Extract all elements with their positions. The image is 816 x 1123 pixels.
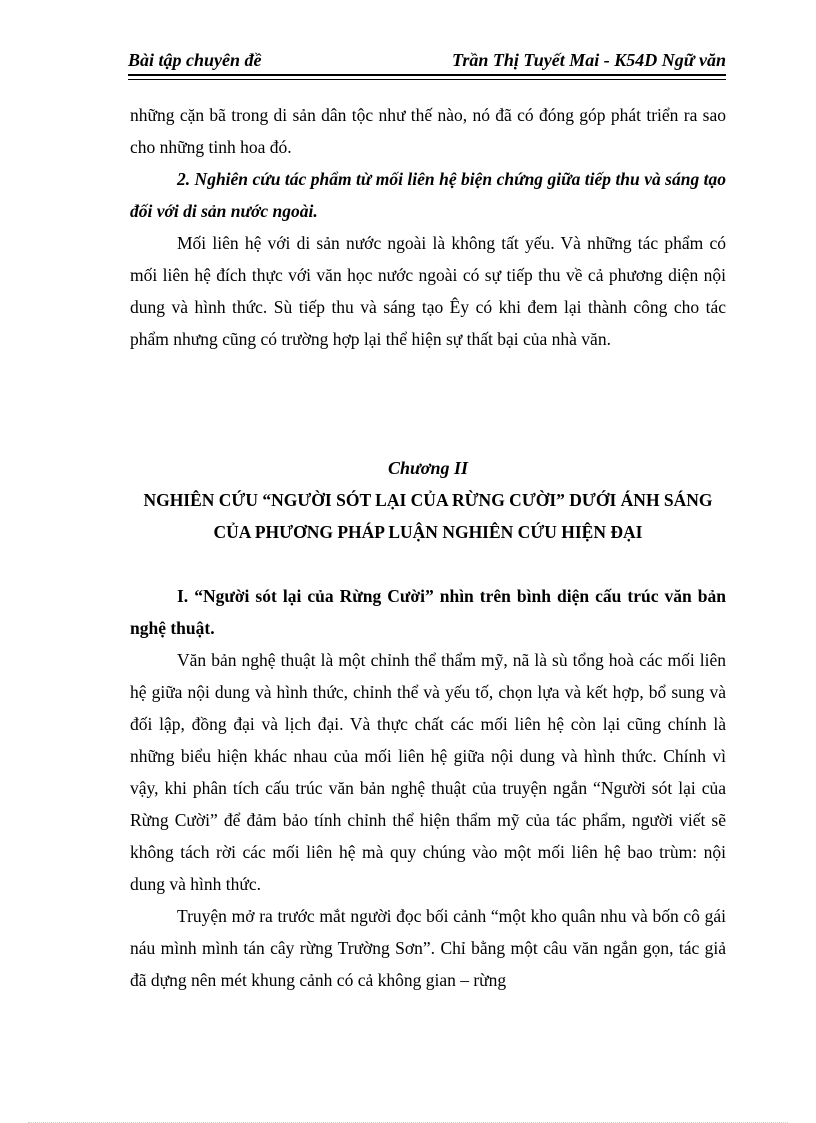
paragraph-text-structure: Văn bản nghệ thuật là một chỉnh thể thẩm mỹ, nã là sù tổng hoà các mối liên hệ giữa nội dung và hình thức, chỉnh thể và yếu tố, chọn lựa và kết hợp, bổ sung và đối lập, đồng đại và lịch đại. Và thực chất các mối liên hệ còn lại cũng chính là những biểu hiện khác nhau của mối liên hệ giữa nội dung và hình thức. Chính vì vậy, khi phân tích cấu trúc văn bản nghệ thuật của truyện ngắn “Người sót lại của Rừng Cười” để đảm bảo tính chỉnh thể hiện thẩm mỹ của tác phẩm, người viết sẽ không tách rời các mối liên hệ mà quy chúng vào một mối liên hệ bao trùm: nội dung và hình thức.: [130, 650, 726, 894]
page-header: [128, 48, 726, 76]
chapter-title: NGHIÊN CỨU “NGƯỜI SÓT LẠI CỦA RỪNG CƯỜI” DƯỚI ÁNH SÁNG CỦA PHƯƠNG PHÁP LUẬN NGHIÊN CỨU HIỆN ĐẠI: [143, 490, 713, 542]
header-course-title: Bài tập chuyên đề: [128, 50, 262, 70]
header-rule-thin: [128, 79, 726, 80]
paragraph-foreign-heritage: Mối liên hệ với di sản nước ngoài là không tất yếu. Và những tác phẩm có mối liên hệ đích thực với văn học nước ngoài có sự tiếp thu về cả phương diện nội dung và hình thức. Sù tiếp thu và sáng tạo Êy có khi đem lại thành công cho tác phẩm nhưng cũng có trường hợp lại thể hiện sự thất bại của nhà văn.: [130, 233, 726, 349]
header-rule-thick: [128, 74, 726, 76]
chapter-number: Chương II: [388, 458, 468, 478]
paragraph-continuation: những cặn bã trong di sản dân tộc như thế nào, nó đã có đóng góp phát triển ra sao cho những tinh hoa đó.: [130, 105, 726, 157]
section-heading: I. “Người sót lại của Rừng Cười” nhìn trên bình diện cấu trúc văn bản nghệ thuật.: [130, 586, 726, 638]
header-author: Trần Thị Tuyết Mai - K54D Ngữ văn: [452, 50, 726, 70]
paragraph-story-opening: Truyện mở ra trước mắt người đọc bối cảnh “một kho quân nhu và bốn cô gái náu mình mình tán cây rừng Trường Sơn”. Chỉ bằng một câu văn ngắn gọn, tác giả đã dựng nên mét khung cảnh có cả không gian – rừng: [130, 906, 726, 990]
subsection-heading-2: 2. Nghiên cứu tác phẩm từ mối liên hệ biện chứng giữa tiếp thu và sáng tạo đối với di sản nước ngoài.: [130, 169, 726, 221]
